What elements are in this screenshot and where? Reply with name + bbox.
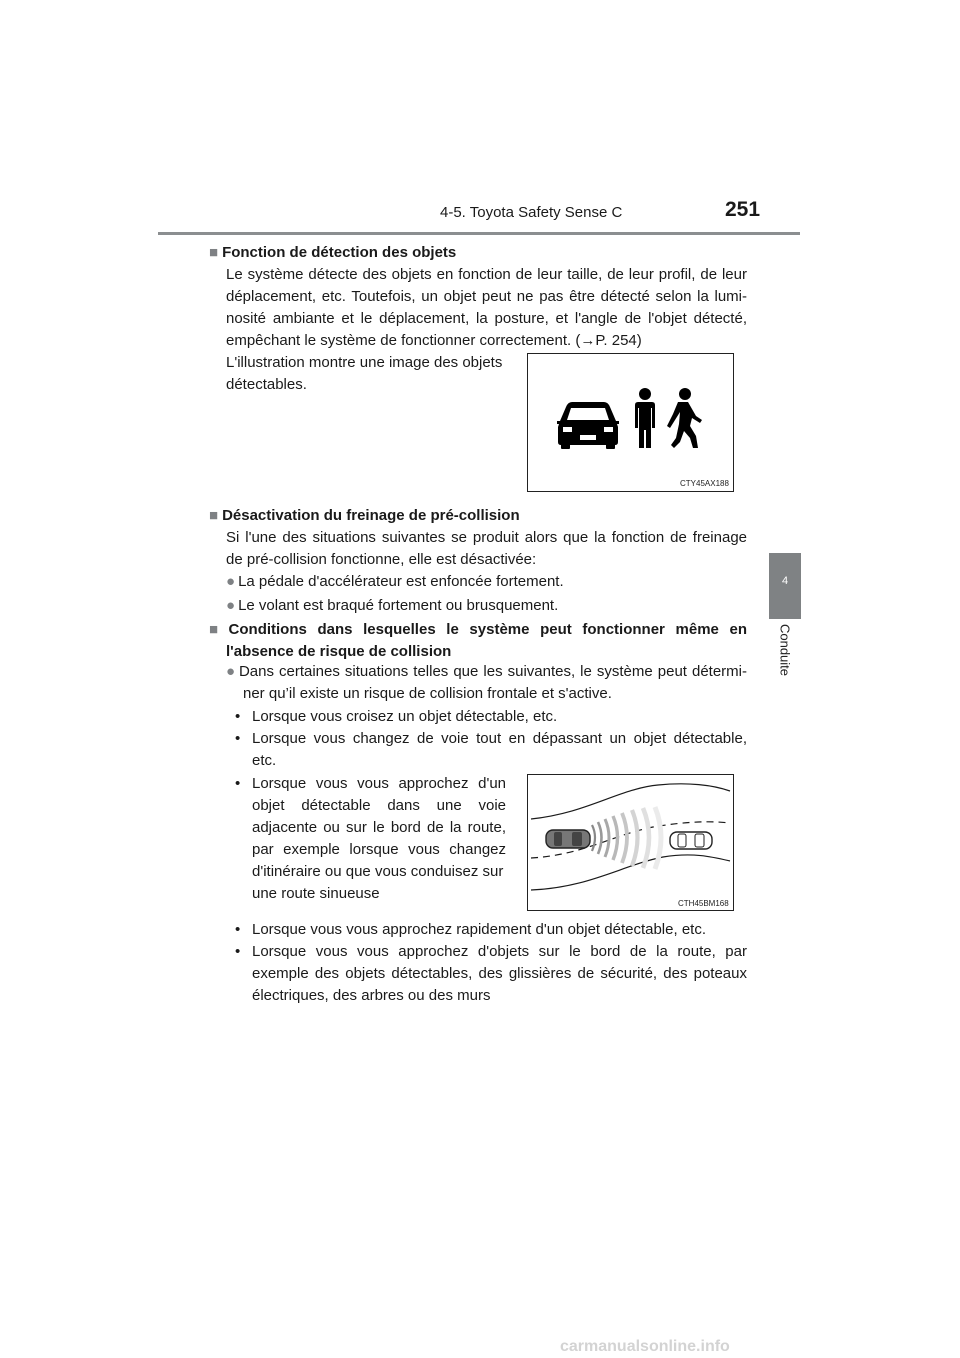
sub-item: Lorsque vous vous approchez d'un: [252, 775, 506, 792]
sub-item-cont: d'itinéraire ou que vous conduisez sur: [252, 863, 504, 880]
car-icon: [557, 402, 619, 449]
section-title: 4-5. Toyota Safety Sense C: [440, 204, 623, 221]
section-heading-deactivation: ■ Désactivation du freinage de pré-collision: [209, 507, 520, 524]
paragraph-line: Le système détecte des objets en fonction de leur taille, de leur profil, de leur: [226, 266, 747, 283]
sub-item: Lorsque vous croisez un objet détectable, etc.: [252, 708, 558, 725]
sub-bullet-icon: •: [235, 943, 241, 960]
sub-item: Lorsque vous vous approchez rapidement d'un objet détectable, etc.: [252, 921, 706, 938]
walking-person-icon: [667, 388, 702, 448]
paragraph-line: déplacement, etc. Toutefois, un objet peut ne pas être détecté selon la lumi-: [226, 288, 747, 305]
paragraph-line: de pré-collision fonctionne, elle est désactivée:: [226, 551, 537, 568]
page-reference-link[interactable]: P. 254): [595, 332, 642, 349]
standing-person-icon: [635, 388, 655, 448]
target-car-icon: [670, 832, 712, 849]
list-item: ● Dans certaines situations telles que les suivantes, le système peut détermi-: [226, 663, 747, 680]
sub-item-cont: etc.: [252, 752, 277, 769]
detectable-objects-figure: [527, 353, 734, 492]
square-bullet-icon: ■: [209, 244, 219, 261]
sub-item-cont: objet détectable dans une voie: [252, 797, 506, 814]
square-bullet-icon: ■: [209, 507, 219, 524]
detectable-objects-illustration: [528, 354, 733, 491]
circle-bullet-icon: ●: [226, 597, 236, 614]
figure-code: CTH45BM168: [678, 899, 729, 908]
winding-road-illustration: [528, 775, 733, 910]
square-bullet-icon: ■: [209, 621, 225, 638]
sub-item-cont: exemple des objets détectables, des glissières de sécurité, des poteaux: [252, 965, 747, 982]
sub-bullet-icon: •: [235, 921, 241, 938]
paragraph-line: nosité ambiante et le déplacement, la posture, et l'angle de l'objet détecté,: [226, 310, 747, 327]
winding-road-figure: [527, 774, 734, 911]
list-item: ● Le volant est braqué fortement ou brusquement.: [226, 597, 559, 614]
sub-bullet-icon: •: [235, 775, 241, 792]
chapter-label: [773, 620, 797, 680]
figure-code: CTY45AX188: [680, 479, 729, 488]
chapter-tab[interactable]: [769, 553, 801, 619]
own-car-icon: [546, 830, 590, 848]
figure-note-line: détectables.: [226, 376, 307, 393]
page-number: 251: [725, 198, 761, 221]
sub-item: Lorsque vous changez de voie tout en dépassant un objet détectable,: [252, 730, 747, 747]
section-heading-conditions: ■ Conditions dans lesquelles le système peut fonctionner même en: [209, 621, 748, 638]
sub-bullet-icon: •: [235, 730, 241, 747]
chapter-number: 4: [781, 575, 789, 587]
sub-item-cont: une route sinueuse: [252, 885, 380, 902]
sub-item: Lorsque vous vous approchez d'objets sur le bord de la route, par: [252, 943, 747, 960]
sub-bullet-icon: •: [235, 708, 241, 725]
sub-item-cont: électriques, des arbres ou des murs: [252, 987, 491, 1004]
watermark: carmanualsonline.info: [560, 1338, 730, 1355]
list-item-cont: ner qu’il existe un risque de collision frontale et s'active.: [243, 685, 612, 702]
paragraph-line: Si l'une des situations suivantes se produit alors que la fonction de freinage: [226, 529, 747, 546]
header-rule: [158, 232, 800, 235]
paragraph-line: empêchant le système de fonctionner correctement. (→P. 254): [226, 332, 642, 349]
sub-item-cont: adjacente ou sur le bord de la route,: [252, 819, 506, 836]
circle-bullet-icon: ●: [226, 573, 236, 590]
arrow-icon: →: [580, 332, 596, 349]
section-heading-detection: ■ Fonction de détection des objets: [209, 244, 457, 261]
figure-note-line: L'illustration montre une image des objets: [226, 354, 503, 371]
section-heading-conditions-cont: l'absence de risque de collision: [226, 643, 452, 660]
sub-item-cont: par exemple lorsque vous changez: [252, 841, 506, 858]
list-item: ● La pédale d'accélérateur est enfoncée fortement.: [226, 573, 564, 590]
chapter-label-text: Conduite: [777, 623, 793, 677]
circle-bullet-icon: ●: [226, 663, 236, 680]
